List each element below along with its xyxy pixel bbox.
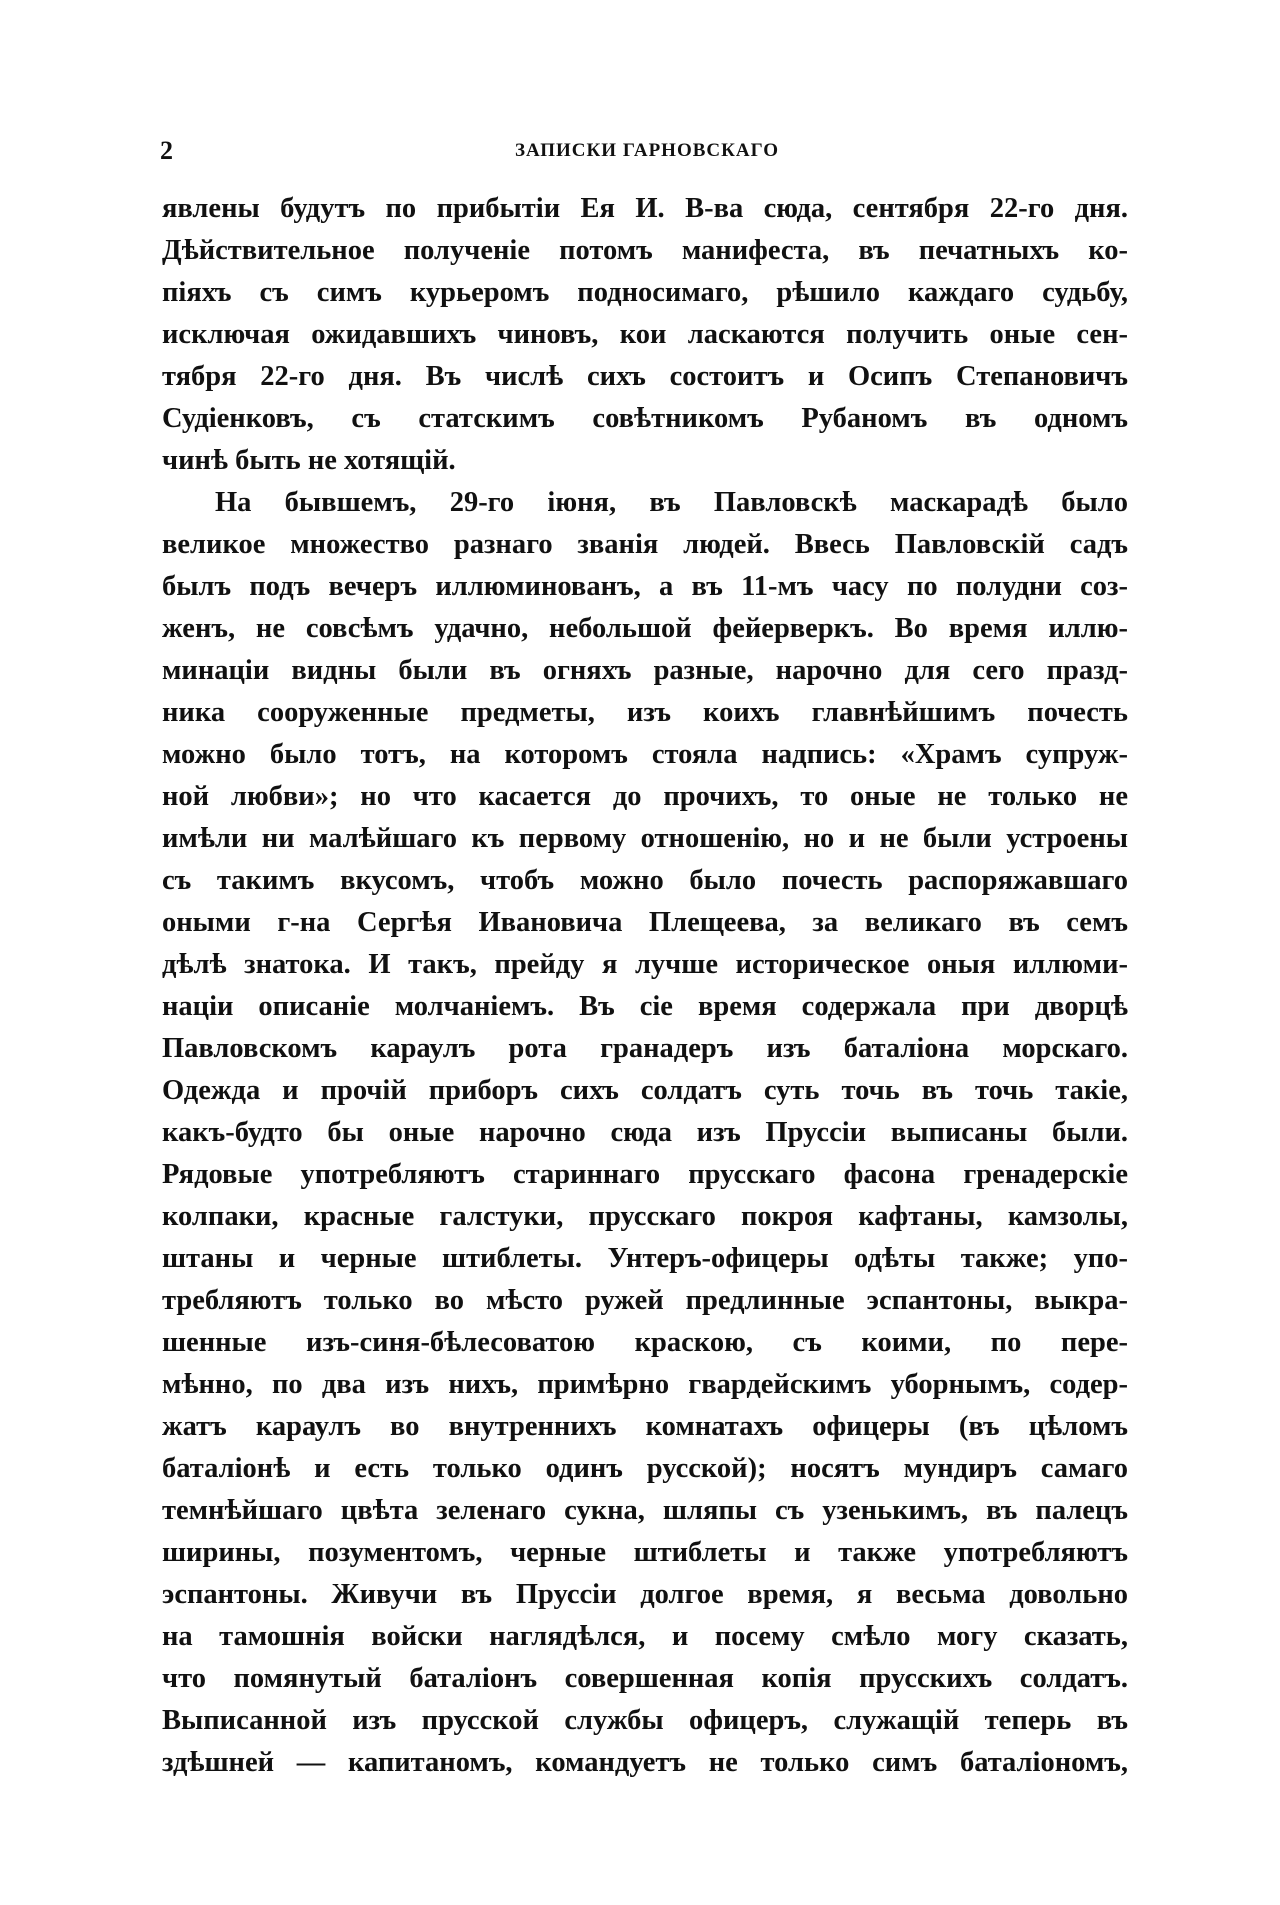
text-line: Судіенковъ, съ статскимъ совѣтникомъ Рубаномъ въ одномъ [162, 403, 1128, 434]
text-line: чинѣ быть не хотящій. [162, 445, 456, 476]
text-line: на тамошнія войски наглядѣлся, и посему смѣло могу сказать, [162, 1621, 1128, 1652]
text-line: Выписанной изъ прусской службы офицеръ, служащій теперь въ [162, 1705, 1128, 1736]
text-line: жатъ караулъ во внутреннихъ комнатахъ офицеры (въ цѣломъ [162, 1411, 1128, 1442]
text-line: На бывшемъ, 29-го іюня, въ Павловскѣ маскарадѣ было [215, 487, 1128, 518]
page-number: 2 [160, 136, 173, 165]
text-line: былъ подъ вечеръ иллюминованъ, а въ 11-мъ часу по полудни соз- [162, 571, 1128, 602]
text-line: тября 22-го дня. Въ числѣ сихъ состоитъ и Осипъ Степановичъ [162, 361, 1128, 392]
text-line: исключая ожидавшихъ чиновъ, кои ласкаются получить оные сен- [162, 319, 1128, 350]
text-line: ной любви»; но что касается до прочихъ, то оные не только не [162, 781, 1128, 812]
text-line: піяхъ съ симъ курьеромъ подносимаго, рѣшило каждаго судьбу, [162, 277, 1128, 308]
page-body-text [162, 193, 1128, 1789]
text-line: требляютъ только во мѣсто ружей предлинные эспантоны, выкра- [162, 1285, 1128, 1316]
text-line: съ такимъ вкусомъ, чтобъ можно было почесть распоряжавшаго [162, 865, 1128, 896]
text-line: ширины, позументомъ, черные штиблеты и также употребляютъ [162, 1537, 1128, 1568]
text-line: женъ, не совсѣмъ удачно, небольшой фейерверкъ. Во время иллю- [162, 613, 1128, 644]
text-line: націи описаніе молчаніемъ. Въ сіе время содержала при дворцѣ [162, 991, 1128, 1022]
text-line: мѣнно, по два изъ нихъ, примѣрно гвардейскимъ уборнымъ, содер- [162, 1369, 1128, 1400]
text-line: явлены будутъ по прибытіи Ея И. В-ва сюда, сентября 22-го дня. [162, 193, 1128, 224]
text-line: Дѣйствительное полученіе потомъ манифеста, въ печатныхъ ко- [162, 235, 1128, 266]
text-line: дѣлѣ знатока. И такъ, прейду я лучше историческое оныя иллюми- [162, 949, 1128, 980]
text-line: какъ-будто бы оные нарочно сюда изъ Пруссіи выписаны были. [162, 1117, 1128, 1148]
text-line: эспантоны. Живучи въ Пруссіи долгое время, я весьма довольно [162, 1579, 1128, 1610]
text-line: имѣли ни малѣйшаго къ первому отношенію, но и не были устроены [162, 823, 1128, 854]
text-line: оными г-на Сергѣя Ивановича Плещеева, за великаго въ семъ [162, 907, 1128, 938]
text-line: шенные изъ-синя-бѣлесоватою краскою, съ коими, по пере- [162, 1327, 1128, 1358]
running-head: ЗАПИСКИ ГАРНОВСКАГО [514, 140, 780, 161]
text-line: можно было тотъ, на которомъ стояла надпись: «Храмъ супруж- [162, 739, 1128, 770]
text-line: баталіонѣ и есть только одинъ русской); носятъ мундиръ самаго [162, 1453, 1128, 1484]
text-line: колпаки, красные галстуки, прусскаго покроя кафтаны, камзолы, [162, 1201, 1128, 1232]
text-line: здѣшней — капитаномъ, командуетъ не только симъ баталіономъ, [162, 1747, 1128, 1778]
text-line: темнѣйшаго цвѣта зеленаго сукна, шляпы съ узенькимъ, въ палецъ [162, 1495, 1128, 1526]
text-line: ника сооруженные предметы, изъ коихъ главнѣйшимъ почесть [162, 697, 1128, 728]
text-line: Одежда и прочій приборъ сихъ солдатъ суть точь въ точь такіе, [162, 1075, 1128, 1106]
text-line: минаціи видны были въ огняхъ разные, нарочно для сего празд- [162, 655, 1128, 686]
text-line: что помянутый баталіонъ совершенная копія прусскихъ солдатъ. [162, 1663, 1128, 1694]
text-line: Павловскомъ караулъ рота гранадеръ изъ баталіона морскаго. [162, 1033, 1128, 1064]
text-line: великое множество разнаго званія людей. Ввесь Павловскій садъ [162, 529, 1128, 560]
text-line: штаны и черные штиблеты. Унтеръ-офицеры одѣты также; упо- [162, 1243, 1128, 1274]
text-line: Рядовые употребляютъ стариннаго прусскаго фасона гренадерскіе [162, 1159, 1128, 1190]
